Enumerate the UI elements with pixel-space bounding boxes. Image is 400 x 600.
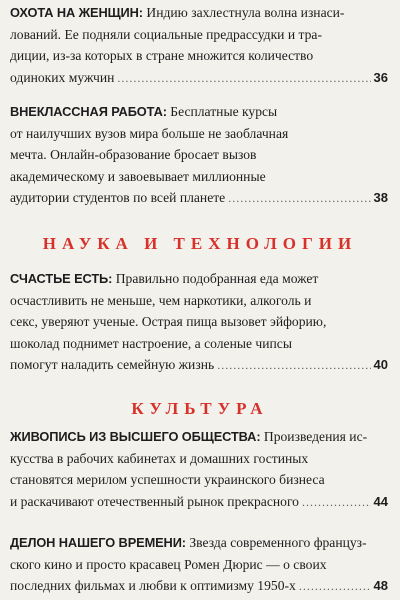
dot-leader xyxy=(217,355,370,377)
page-number: 40 xyxy=(373,357,388,373)
toc-entry-women-hunt[interactable] xyxy=(10,2,388,88)
entry-heading: СЧАСТЬЕ ЕСТЬ: xyxy=(10,271,113,286)
page-number: 38 xyxy=(373,190,388,206)
entry-text: ского кино и просто красавец Ромен Дюрис — о своих xyxy=(10,556,327,572)
toc-entry-painting[interactable] xyxy=(10,426,388,512)
entry-text: лований. Ее подняли социальные предрассудки и тра- xyxy=(10,26,322,42)
page-number: 36 xyxy=(373,69,388,85)
toc-entry-happiness[interactable] xyxy=(10,268,388,376)
dot-leader xyxy=(299,576,371,598)
entry-heading: ОХОТА НА ЖЕНЩИН: xyxy=(10,5,143,20)
entry-text: аудитории студентов по всей планете xyxy=(10,190,226,206)
entry-heading: ЖИВОПИСЬ ИЗ ВЫСШЕГО ОБЩЕСТВА: xyxy=(10,429,261,444)
entry-text: становятся мерилом успешности украинского бизнеса xyxy=(10,472,325,488)
toc-entry-delon[interactable] xyxy=(10,532,388,597)
entry-text: Произведения ис- xyxy=(263,429,368,444)
entry-heading: ВНЕКЛАССНАЯ РАБОТА: xyxy=(10,104,167,119)
entry-text: Индию захлестнула волна изнаси- xyxy=(146,5,345,20)
entry-text: Правильно подобранная еда может xyxy=(115,271,319,286)
entry-text: последних фильмах и любви к оптимизму 1950-х xyxy=(10,578,296,594)
entry-text: помогут наладить семейную жизнь xyxy=(10,357,215,373)
entry-text: мечта. Онлайн-образование бросает вызов xyxy=(10,147,257,163)
entry-text: одиноких мужчин xyxy=(10,69,115,85)
entry-heading: ДЕЛОН НАШЕГО ВРЕМЕНИ: xyxy=(10,535,186,550)
section-heading-culture: КУЛЬТУРА xyxy=(131,399,269,418)
dot-leader xyxy=(117,68,370,90)
entry-text: Звезда современного француз- xyxy=(189,535,367,550)
dot-leader xyxy=(302,492,371,514)
entry-text: осчастливить не меньше, чем наркотики, алкоголь и xyxy=(10,292,312,308)
entry-text: диции, из-за которых в стране множится количество xyxy=(10,48,314,64)
entry-text: кусства в рабочих кабинетах и домашних гостиных xyxy=(10,450,309,466)
entry-text: секс, уверяют ученые. Острая пища вызовет эйфорию, xyxy=(10,314,327,330)
entry-text: академическому и завоевывает миллионные xyxy=(10,168,266,184)
entry-text: от наилучших вузов мира больше не заоблачная xyxy=(10,125,289,141)
dot-leader xyxy=(228,188,370,210)
entry-text: Бесплатные курсы xyxy=(170,104,278,119)
entry-text: и раскачивают отечественный рынок прекрасного xyxy=(10,493,299,509)
page-number: 44 xyxy=(373,493,388,509)
entry-text: шоколад поднимет настроение, а соленые чипсы xyxy=(10,335,292,351)
page-number: 48 xyxy=(373,578,388,594)
toc-entry-extracurricular[interactable] xyxy=(10,101,388,209)
section-heading-science: НАУКА И ТЕХНОЛОГИИ xyxy=(42,234,358,253)
